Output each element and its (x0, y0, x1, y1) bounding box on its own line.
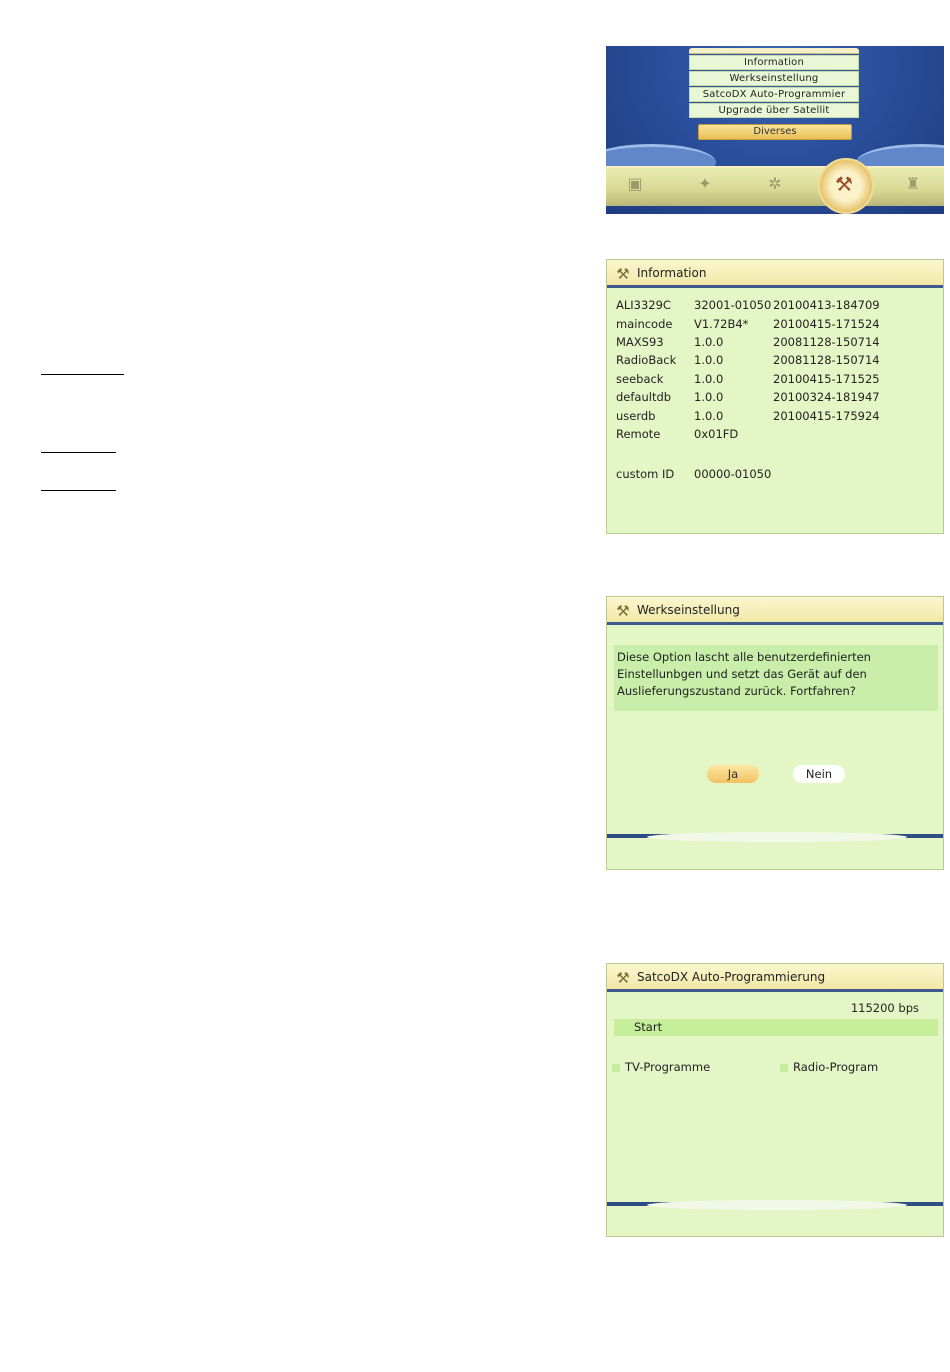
message-line: Auslieferungszustand zurück. Fortfahren? (617, 684, 856, 698)
panel-title: Information (637, 266, 707, 280)
info-module: MAXS93 (616, 335, 664, 349)
info-version: 1.0.0 (694, 409, 724, 423)
games-icon[interactable]: ♜ (905, 174, 921, 193)
info-module: defaultdb (616, 390, 672, 404)
info-version: 1.0.0 (694, 335, 724, 349)
info-version: 0x01FD (694, 427, 739, 441)
radio-program-label: Radio-Program (793, 1060, 879, 1074)
info-date: 20100415-175924 (773, 409, 880, 423)
tools-icon: ⚒ (835, 172, 853, 196)
tv-programme-label: TV-Programme (625, 1060, 711, 1074)
antenna-icon[interactable]: ✦ (698, 174, 712, 193)
info-date: 20100413-184709 (773, 298, 880, 312)
bullet-icon (780, 1064, 788, 1072)
footer-curve (647, 1200, 907, 1210)
tools-icon: ⚒ (616, 602, 630, 620)
tools-icon: ⚒ (616, 969, 630, 987)
menu-screenshot (606, 46, 944, 214)
margin-rule-2 (41, 452, 116, 453)
panel-header (607, 964, 943, 992)
info-module: seeback (616, 372, 664, 386)
info-module: RadioBack (616, 353, 677, 367)
margin-rule-1 (41, 374, 124, 375)
info-version: 1.0.0 (694, 372, 724, 386)
tools-icon: ⚒ (616, 265, 630, 283)
menu-item-upgrade[interactable]: Upgrade über Satellit (689, 103, 859, 118)
yes-button[interactable]: Ja (707, 765, 759, 783)
radio-program-item (780, 1060, 878, 1074)
info-module: maincode (616, 317, 673, 331)
tv-icon[interactable]: ▣ (627, 174, 643, 193)
info-date: 20081128-150714 (773, 335, 880, 349)
diverses-submenu (689, 48, 859, 119)
custom-id-label: custom ID (616, 467, 675, 481)
menu-item-information[interactable]: Information (689, 55, 859, 70)
satcodx-screenshot (606, 963, 944, 1237)
start-button[interactable]: Start (614, 1019, 938, 1036)
werkseinstellung-screenshot (606, 596, 944, 870)
info-date: 20081128-150714 (773, 353, 880, 367)
footer-curve (647, 832, 907, 842)
submenu-cap (689, 48, 859, 54)
panel-header (607, 260, 943, 288)
info-version: V1.72B4* (694, 317, 749, 331)
no-button[interactable]: Nein (793, 765, 845, 783)
tv-programme-item (612, 1060, 710, 1074)
info-version: 1.0.0 (694, 353, 724, 367)
info-module: Remote (616, 427, 661, 441)
menu-item-satcodx[interactable]: SatcoDX Auto-Programmier (689, 87, 859, 102)
info-module: userdb (616, 409, 656, 423)
information-screenshot (606, 259, 944, 534)
info-version: 1.0.0 (694, 390, 724, 404)
info-date: 20100415-171524 (773, 317, 880, 331)
message-line: Einstellunbgen und setzt das Gerät auf den (617, 667, 867, 681)
menu-item-werkseinstellung[interactable]: Werkseinstellung (689, 71, 859, 86)
info-date: 20100324-181947 (773, 390, 880, 404)
bullet-icon (612, 1064, 620, 1072)
settings-icon[interactable]: ✲ (768, 174, 782, 193)
panel-header (607, 597, 943, 625)
menu-title: Diverses (698, 124, 852, 140)
panel-title: SatcoDX Auto-Programmierung (637, 970, 826, 984)
confirm-message (614, 645, 938, 711)
baud-rate: 115200 bps (850, 1001, 919, 1015)
margin-rule-3 (41, 490, 116, 491)
info-version: 32001-01050 (694, 298, 772, 312)
panel-title: Werkseinstellung (637, 603, 740, 617)
info-module: ALI3329C (616, 298, 671, 312)
custom-id-value: 00000-01050 (694, 467, 772, 481)
info-date: 20100415-171525 (773, 372, 880, 386)
message-line: Diese Option lascht alle benutzerdefinierten (617, 650, 871, 664)
